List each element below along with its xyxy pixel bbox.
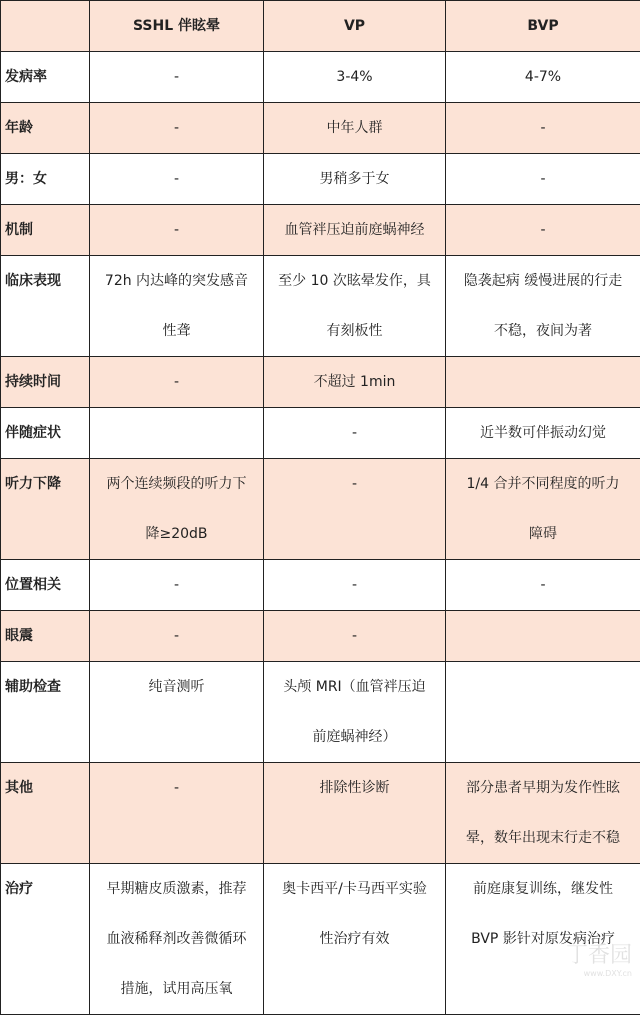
- cell-sshl: [90, 408, 264, 459]
- row-label: 听力下降: [1, 459, 90, 560]
- header-corner: [1, 1, 90, 52]
- cell-bvp: -: [446, 560, 640, 611]
- cell-sshl: -: [90, 103, 264, 154]
- cell-bvp: [446, 357, 640, 408]
- cell-line: 前庭蜗神经）: [270, 712, 439, 762]
- row-label: 位置相关: [1, 560, 90, 611]
- cell-line: 隐袭起病 缓慢进展的行走: [452, 256, 634, 306]
- row-label: 伴随症状: [1, 408, 90, 459]
- cell-sshl: -: [90, 205, 264, 256]
- header-sshl: SSHL 伴眩晕: [90, 1, 264, 52]
- header-row: [1, 1, 640, 52]
- row-label: 治疗: [1, 864, 90, 1015]
- cell-sshl: -: [90, 154, 264, 205]
- cell-line: 72h 内达峰的突发感音: [96, 256, 257, 306]
- cell-bvp: -: [446, 103, 640, 154]
- watermark-url: www.DXY.cn: [566, 969, 632, 978]
- cell-vp: -: [264, 408, 446, 459]
- cell-bvp: [446, 611, 640, 662]
- row-other: [1, 763, 640, 864]
- cell-sshl: 纯音测听: [90, 662, 264, 763]
- cell-bvp: [446, 763, 640, 864]
- row-nystagmus: [1, 611, 640, 662]
- row-treatment: [1, 864, 640, 1015]
- cell-bvp: [446, 256, 640, 357]
- cell-sshl: -: [90, 560, 264, 611]
- cell-vp: 血管袢压迫前庭蜗神经: [264, 205, 446, 256]
- cell-line: 奥卡西平/卡马西平实验: [270, 864, 439, 914]
- cell-line: 1/4 合并不同程度的听力: [452, 459, 634, 509]
- cell-bvp: [446, 662, 640, 763]
- cell-line: 至少 10 次眩晕发作，具: [270, 256, 439, 306]
- cell-line: 不稳，夜间为著: [452, 306, 634, 356]
- row-hearing-loss: [1, 459, 640, 560]
- header-vp: VP: [264, 1, 446, 52]
- cell-bvp: -: [446, 154, 640, 205]
- row-clinical: [1, 256, 640, 357]
- row-duration: [1, 357, 640, 408]
- cell-vp: 不超过 1min: [264, 357, 446, 408]
- row-label: 发病率: [1, 52, 90, 103]
- cell-line: 头颅 MRI（血管袢压迫: [270, 662, 439, 712]
- row-age: [1, 103, 640, 154]
- cell-sshl: -: [90, 357, 264, 408]
- watermark-brand: 丁香园: [566, 943, 632, 968]
- row-label: 男：女: [1, 154, 90, 205]
- cell-line: 措施，试用高压氧: [96, 964, 257, 1014]
- row-exam: [1, 662, 640, 763]
- cell-bvp: 近半数可伴振动幻觉: [446, 408, 640, 459]
- cell-bvp: -: [446, 205, 640, 256]
- cell-vp: [264, 662, 446, 763]
- row-incidence: [1, 52, 640, 103]
- row-mechanism: [1, 205, 640, 256]
- cell-line: 降≥20dB: [96, 509, 257, 559]
- cell-vp: -: [264, 611, 446, 662]
- cell-sshl: -: [90, 52, 264, 103]
- cell-line: 部分患者早期为发作性眩: [452, 763, 634, 813]
- row-label: 临床表现: [1, 256, 90, 357]
- cell-vp: 3-4%: [264, 52, 446, 103]
- cell-vp: 中年人群: [264, 103, 446, 154]
- cell-line: 晕，数年出现末行走不稳: [452, 813, 634, 863]
- cell-line: 性治疗有效: [270, 914, 439, 964]
- row-label: 辅助检查: [1, 662, 90, 763]
- cell-line: 有刻板性: [270, 306, 439, 356]
- cell-bvp: [446, 459, 640, 560]
- cell-line: 性聋: [96, 306, 257, 356]
- cell-vp: -: [264, 459, 446, 560]
- cell-line: 早期糖皮质激素，推荐: [96, 864, 257, 914]
- cell-vp: [264, 256, 446, 357]
- cell-sshl: [90, 256, 264, 357]
- cell-vp: 男稍多于女: [264, 154, 446, 205]
- cell-line: 血液稀释剂改善微循环: [96, 914, 257, 964]
- row-label: 眼震: [1, 611, 90, 662]
- header-bvp: BVP: [446, 1, 640, 52]
- cell-bvp: [446, 864, 640, 1015]
- cell-line: BVP 影针对原发病治疗: [452, 914, 634, 964]
- cell-bvp: 4-7%: [446, 52, 640, 103]
- cell-line: 前庭康复训练，继发性: [452, 864, 634, 914]
- row-label: 持续时间: [1, 357, 90, 408]
- cell-sshl: [90, 864, 264, 1015]
- row-symptoms: [1, 408, 640, 459]
- row-label: 年龄: [1, 103, 90, 154]
- cell-vp: 排除性诊断: [264, 763, 446, 864]
- cell-vp: -: [264, 560, 446, 611]
- row-positional: [1, 560, 640, 611]
- cell-line: 两个连续频段的听力下: [96, 459, 257, 509]
- cell-sshl: [90, 459, 264, 560]
- row-label: 其他: [1, 763, 90, 864]
- row-sex-ratio: [1, 154, 640, 205]
- cell-sshl: -: [90, 763, 264, 864]
- cell-vp: [264, 864, 446, 1015]
- row-label: 机制: [1, 205, 90, 256]
- cell-line: 障碍: [452, 509, 634, 559]
- cell-sshl: -: [90, 611, 264, 662]
